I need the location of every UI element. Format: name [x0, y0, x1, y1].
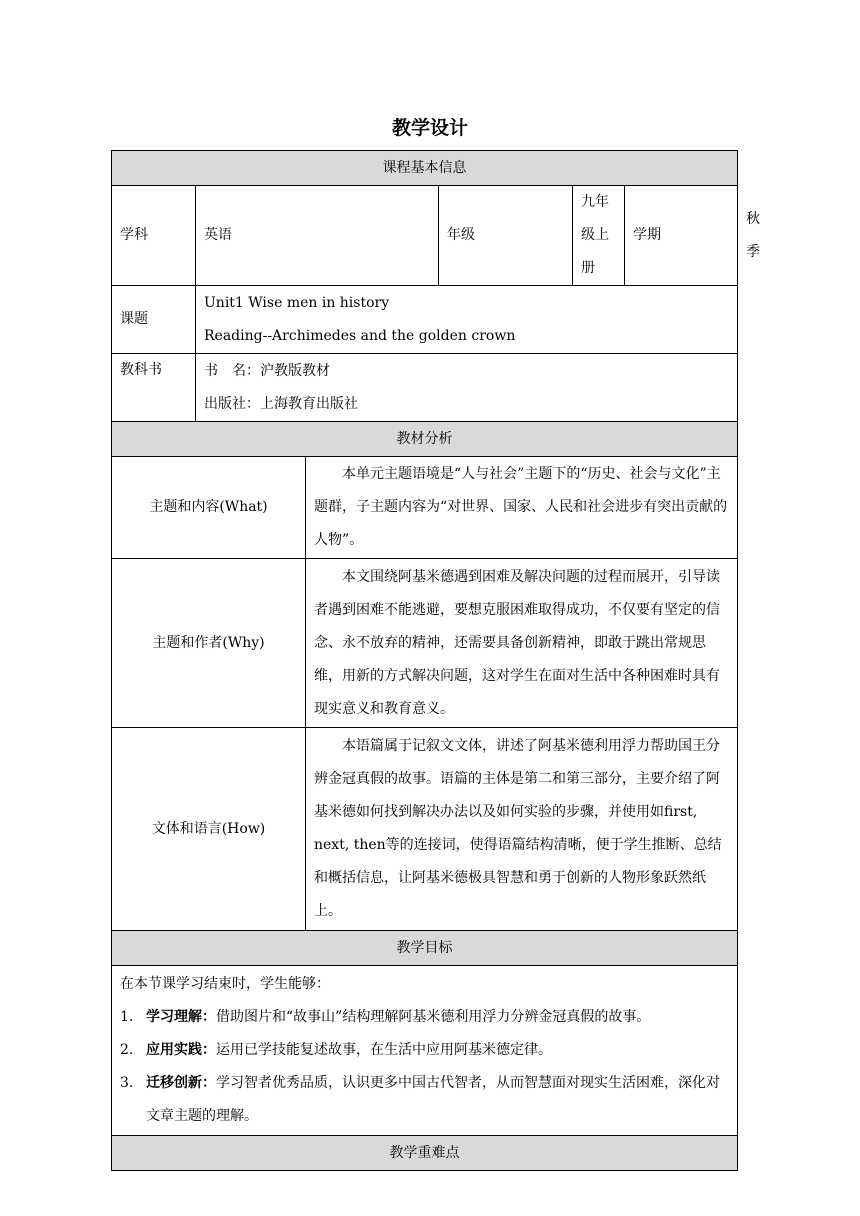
term-label: 学期 — [625, 186, 738, 286]
objective-title: 迁移创新： — [146, 1075, 216, 1091]
textbook-label: 教科书 — [112, 354, 196, 422]
why-text — [306, 559, 738, 728]
section-basic-info: 课程基本信息 — [112, 151, 738, 186]
document-title: 教学设计 — [391, 117, 468, 139]
objective-number: 1. — [120, 1009, 134, 1025]
objectives-list — [120, 1001, 729, 1133]
textbook-line-1: 书 名：沪教版教材 — [204, 362, 330, 379]
topic-line-2: Reading--Archimedes and the golden crown — [204, 327, 516, 344]
what-text — [306, 457, 738, 559]
objective-text: 运用已学技能复述故事，在生活中应用阿基米德定律。 — [216, 1042, 552, 1058]
objective-number: 2. — [120, 1042, 134, 1058]
topic-line-1: Unit1 Wise men in history — [204, 294, 390, 311]
objective-item — [120, 1034, 729, 1067]
how-text — [306, 728, 738, 931]
objective-item — [120, 1067, 729, 1133]
topic-label: 课题 — [112, 286, 196, 354]
subject-label: 学科 — [112, 186, 196, 286]
objective-text: 学习智者优秀品质，认识更多中国古代智者，从而智慧面对现实生活困难，深化对文章主题的理解。 — [146, 1075, 720, 1124]
why-paragraph: 本文围绕阿基米德遇到困难及解决问题的过程而展开，引导读者遇到困难不能逃避，要想克服困难取得成功，不仅要有坚定的信念、永不放弃的精神，还需要具备创新精神，即敢于跳出常规思维，用新的方式解决问题，这对学生在面对生活中各种困难时具有现实意义和教育意义。 — [314, 568, 720, 717]
topic-value — [196, 286, 738, 354]
how-paragraph: 本语篇属于记叙文文体，讲述了阿基米德利用浮力帮助国王分辨金冠真假的故事。语篇的主体是第二和第三部分，主要介绍了阿基米德如何找到解决办法以及如何实验的步骤，并使用如first, next, then等的连接词，使得语篇结构清晰，便于学生推断、总结和概括信息，让阿基米德极具智慧和勇于创新的人物形象跃然纸上。 — [314, 738, 722, 919]
section-objectives: 教学目标 — [112, 931, 738, 966]
grade-label: 年级 — [439, 186, 573, 286]
objective-title: 应用实践： — [146, 1042, 216, 1058]
textbook-line-2: 出版社：上海教育出版社 — [204, 395, 358, 412]
how-label: 文体和语言(How) — [112, 728, 306, 931]
objectives-intro: 在本节课学习结束时，学生能够： — [120, 976, 330, 992]
objective-item — [120, 1001, 729, 1034]
what-paragraph: 本单元主题语境是“人与社会”主题下的“历史、社会与文化”主题群，子主题内容为“对世界、国家、人民和社会进步有突出贡献的人物”。 — [314, 466, 728, 548]
objective-text: 借助图片和“故事山”结构理解阿基米德利用浮力分辨金冠真假的故事。 — [216, 1009, 651, 1025]
why-label: 主题和作者(Why) — [112, 559, 306, 728]
section-material-analysis: 教材分析 — [112, 422, 738, 457]
what-label: 主题和内容(What) — [112, 457, 306, 559]
objective-number: 3. — [120, 1075, 134, 1091]
objectives-content — [112, 966, 738, 1136]
textbook-value — [196, 354, 738, 422]
objective-title: 学习理解： — [146, 1009, 216, 1025]
section-key-points: 教学重难点 — [112, 1136, 738, 1171]
grade-value: 九年级上册 — [573, 186, 625, 286]
subject-value: 英语 — [196, 186, 439, 286]
lesson-design-table: 课程基本信息 学科 英语 年级 九年级上册 学期 秋季 课题 Unit1 Wise men in history Reading--Archimedes and the golden crown 教科书 书 名：沪教版教材 出版社：上海教育出版社 教材分析 主题和内容(What) 本单元主题语境是“人与社会”主题下的“历史、社会与文化”主题群，子主题内容为“对世界、国家、人民和社会进步有突出贡献的人物”。 主题和作者(Why) 本文围绕阿基米德遇到困难及解决问题的过程而展开，引导读者遇到困难不能逃避，要想克服困难取得成功，不仅要有坚定的信念、永不放弃的精神，还需要具备创新精神，即敢于跳出常规思维，用新的方式解决问题，这对学生在面对生活中各种困难时具有现实意义和教育意义。 文体和语言(How) 本语篇属于记叙文文体，讲述了阿基米德利用浮力帮助国王分辨金冠真假的故事。语篇的主体是第二和第三部分，主要介绍了阿基米德如何找到解决办法以及如何实验的步骤，并使用如first, next, then等的连接词，使得语篇结构清晰，便于学生推断、总结和概括信息，让阿基米德极具智慧和勇于创新的人物形象跃然纸上。 教学目标 在本节课学习结束时，学生能够： 1. 学习理解：借助图片和“故事山”结构理解阿基米德利用浮力分辨金冠真假的故事。 2. 应用实践：运用已学技能复述故事，在生活中应用阿基米德定律。 3. 迁移创新：学习智者优秀品质，认识更多中国古代智者，从而智慧面对现实生活困难，深化对文章主题的理解。 教学重难点 — [111, 150, 738, 1171]
